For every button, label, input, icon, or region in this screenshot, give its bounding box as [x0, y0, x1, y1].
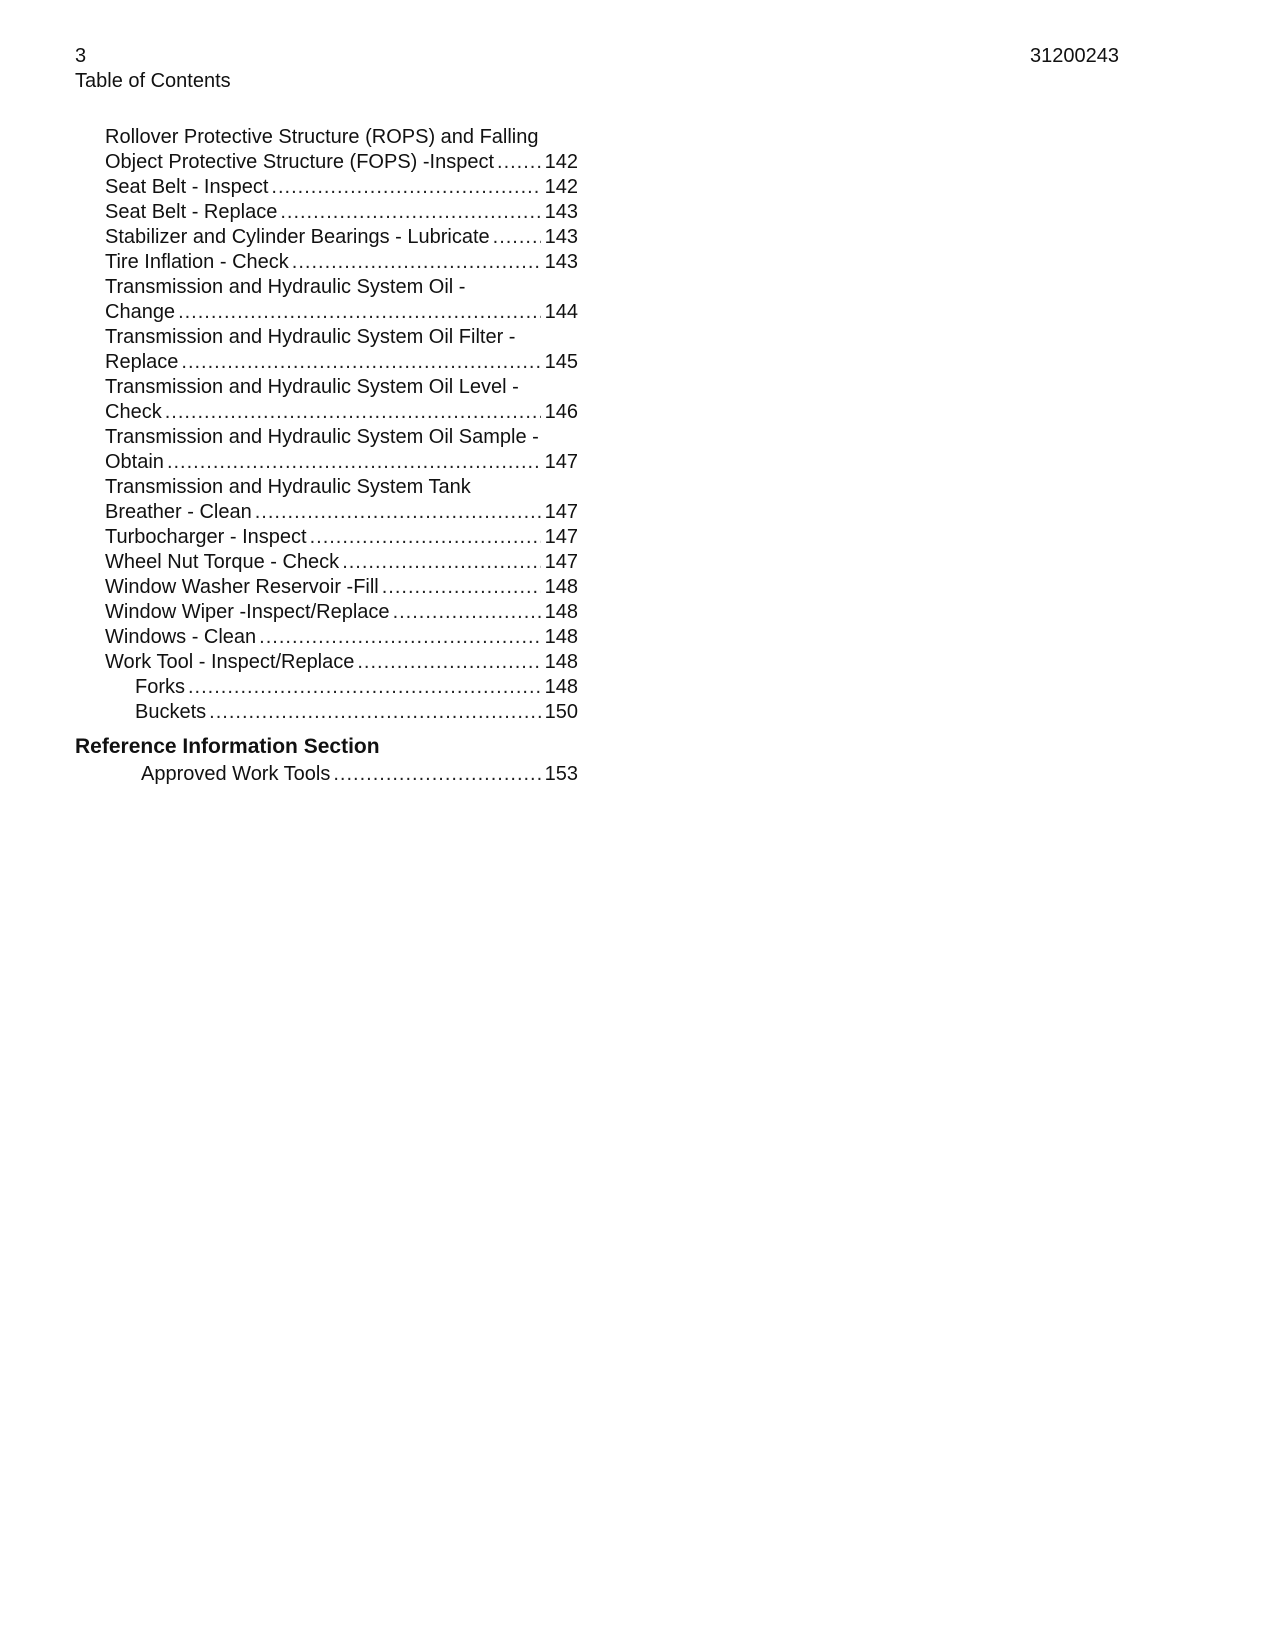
toc-entry-page: 148	[544, 651, 578, 673]
toc-entry-title-line: Rollover Protective Structure (ROPS) and Falling	[105, 126, 539, 148]
toc-entry-page: 148	[544, 626, 578, 648]
dot-leader	[178, 300, 541, 325]
toc-entry-title: Stabilizer and Cylinder Bearings - Lubricate	[105, 226, 490, 248]
toc-entry[interactable]	[105, 600, 578, 625]
toc-entry-title: Breather - Clean	[105, 501, 252, 523]
toc-entry[interactable]	[105, 225, 578, 250]
toc-entry-page: 147	[544, 526, 578, 548]
toc-entry-title: Object Protective Structure (FOPS) -Inspect	[105, 151, 495, 173]
toc-entry-title-line: Transmission and Hydraulic System Tank	[105, 476, 471, 498]
toc-entry[interactable]	[105, 575, 578, 600]
section-heading-reference-information: Reference Information Section	[75, 735, 380, 758]
toc-entry[interactable]	[105, 200, 578, 225]
toc-entry-page: 150	[544, 701, 578, 723]
toc-entry-page: 143	[544, 226, 578, 248]
dot-leader	[357, 650, 540, 675]
toc-entry[interactable]	[105, 300, 578, 325]
toc-entry-title: Work Tool - Inspect/Replace	[105, 651, 355, 673]
toc-entry[interactable]	[141, 762, 578, 787]
toc-entry-title: Buckets	[135, 701, 207, 723]
toc-entry-page: 146	[544, 401, 578, 423]
toc-entry[interactable]	[105, 400, 578, 425]
toc-entry-page: 144	[544, 301, 578, 323]
toc-entry-page: 142	[544, 151, 578, 173]
dot-leader	[393, 600, 541, 625]
page-number: 3	[75, 45, 87, 67]
toc-entry[interactable]	[105, 500, 578, 525]
toc-entry-page: 148	[544, 676, 578, 698]
toc-entry-title: Change	[105, 301, 176, 323]
toc-entry-title: Wheel Nut Torque - Check	[105, 551, 340, 573]
toc-entry-page: 143	[544, 251, 578, 273]
toc-entry[interactable]	[105, 700, 578, 725]
toc-entry[interactable]	[105, 175, 578, 200]
reference-section-list	[141, 762, 578, 787]
toc-entry[interactable]	[105, 550, 578, 575]
dot-leader	[497, 150, 541, 175]
toc-entry-page: 148	[544, 576, 578, 598]
toc-entry-title: Replace	[105, 351, 179, 373]
dot-leader	[188, 675, 541, 700]
table-of-contents	[105, 125, 578, 725]
dot-leader	[333, 762, 540, 787]
dot-leader	[271, 175, 540, 200]
dot-leader	[342, 550, 540, 575]
toc-entry-title-line: Transmission and Hydraulic System Oil -	[105, 276, 466, 298]
toc-entry[interactable]	[105, 675, 578, 700]
document-number: 31200243	[1030, 45, 1119, 67]
toc-entry-page: 147	[544, 451, 578, 473]
toc-entry-title-line: Transmission and Hydraulic System Oil Level -	[105, 376, 519, 398]
toc-entry-title: Tire Inflation - Check	[105, 251, 289, 273]
toc-entry-title: Windows - Clean	[105, 626, 257, 648]
dot-leader	[292, 250, 541, 275]
toc-entry[interactable]	[105, 625, 578, 650]
toc-entry-title: Seat Belt - Inspect	[105, 176, 269, 198]
dot-leader	[165, 400, 541, 425]
dot-leader	[310, 525, 541, 550]
toc-entry-page: 143	[544, 201, 578, 223]
toc-entry-title: Approved Work Tools	[141, 763, 331, 785]
toc-entry-page: 145	[544, 351, 578, 373]
page-title: Table of Contents	[75, 70, 231, 92]
toc-entry-title: Window Wiper -Inspect/Replace	[105, 601, 390, 623]
toc-entry[interactable]	[105, 650, 578, 675]
toc-entry-title: Seat Belt - Replace	[105, 201, 278, 223]
toc-entry-page: 147	[544, 501, 578, 523]
dot-leader	[167, 450, 541, 475]
dot-leader	[493, 225, 541, 250]
toc-entry-page: 153	[544, 763, 578, 785]
toc-entry-page: 148	[544, 601, 578, 623]
toc-entry[interactable]	[105, 350, 578, 375]
toc-entry[interactable]	[105, 450, 578, 475]
toc-entry[interactable]	[105, 250, 578, 275]
toc-entry-title-line: Transmission and Hydraulic System Oil Sample -	[105, 426, 539, 448]
toc-entry-title: Turbocharger - Inspect	[105, 526, 307, 548]
dot-leader	[209, 700, 540, 725]
toc-entry-title: Check	[105, 401, 162, 423]
dot-leader	[255, 500, 541, 525]
toc-entry-title: Obtain	[105, 451, 164, 473]
dot-leader	[259, 625, 540, 650]
toc-entry-title: Window Washer Reservoir -Fill	[105, 576, 379, 598]
toc-entry-title: Forks	[135, 676, 185, 698]
dot-leader	[280, 200, 540, 225]
toc-entry[interactable]	[105, 150, 578, 175]
toc-entry-page: 147	[544, 551, 578, 573]
toc-entry[interactable]	[105, 525, 578, 550]
dot-leader	[382, 575, 541, 600]
dot-leader	[181, 350, 540, 375]
toc-entry-title-line: Transmission and Hydraulic System Oil Filter -	[105, 326, 516, 348]
toc-entry-page: 142	[544, 176, 578, 198]
